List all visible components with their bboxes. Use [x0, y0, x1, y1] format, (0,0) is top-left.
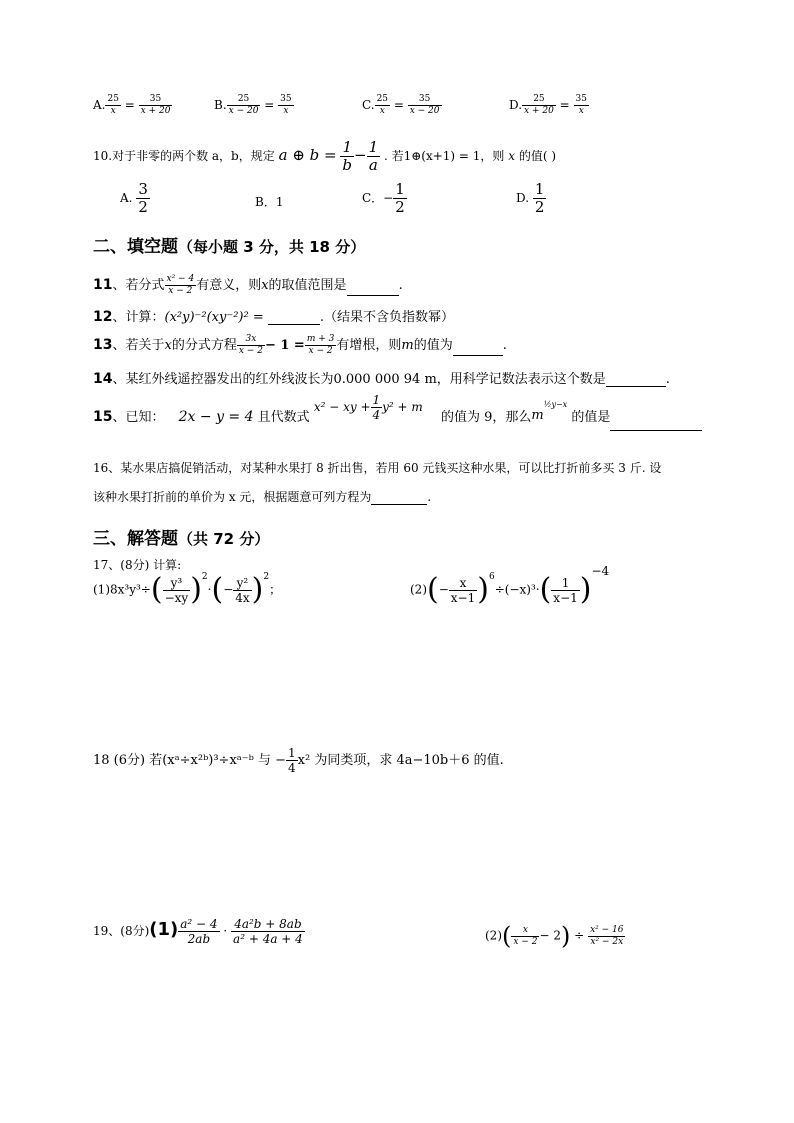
q9-option-a: A. $\frac{25}{x}$ = $\frac{35}{x + 20}$: [93, 94, 171, 116]
question-17-part-2: (2)(− $\frac{x}{x-1}$ )$^6$÷(−x)³·( $\frac{1}{x-1}$ )$^{-4}$: [410, 563, 610, 607]
q10-option-c: C．− $\frac{1}{2}$: [362, 180, 405, 216]
question-18: 18 (6分) 若(xᵃ÷x²ᵇ)³÷xᵃ⁻ᵇ 与 − $\frac{1}{4}$ x² 为同类项，求 4a−10b＋6 的值.: [93, 746, 504, 775]
q15-answer-blank[interactable]: [610, 415, 702, 431]
question-17-part-1: (1)8x³y³÷( $\frac{\text{y³}}{-xy}$ )$^2$·(− $\frac{\text{y²}}{4x}$ )$^2$；: [93, 571, 282, 607]
q10-option-d: D. $\frac{1}{2}$: [516, 180, 545, 216]
question-16-line-1: 16、某水果店搞促销活动，对某种水果打 8 折出售，若用 60 元钱买这种水果，可以比打折前多买 3 斤. 设: [93, 461, 662, 475]
question-12: 12、计算：(x²y)⁻²(xy⁻²)² = .（结果不含负指数幂）: [93, 309, 455, 325]
q12-answer-blank[interactable]: [268, 309, 320, 325]
question-13: 13、若关于x的分式方程 $\frac{3x}{x - 2}$ − 1 = $\frac{m + 3}{x - 2}$ 有增根，则m的值为 .: [93, 334, 507, 356]
question-19-part-1: 19、(8分)(1) $\frac{\text{a² − 4}}{2ab}$ · $\frac{\text{4a²b + 8ab}}{\text{a² + 4a + 4}}$: [93, 917, 303, 946]
q9-option-b: B. $\frac{25}{x - 20}$ = $\frac{35}{x}$: [214, 94, 292, 116]
question-17-head: 17、(8分) 计算:: [93, 558, 182, 572]
q13-answer-blank[interactable]: [453, 340, 503, 356]
q10-stem: 10.对于非零的两个数 a，b，规定 a ⊕ b = $\frac{1}{b}$ − $\frac{1}{a}$ . 若1⊕(x+1) = 1，则 x 的值( ): [93, 138, 557, 174]
q10-option-a: A. $\frac{3}{2}$: [120, 180, 148, 216]
question-15: 15、已知： 2x − y = 4 且代数式 x² − xy + $\frac{1}{4}$ y² + m 的值为 9，那么$m^{\frac{1}{2}y-x}$ 的值是: [93, 404, 702, 431]
q9-option-c: C. $\frac{25}{x}$ = $\frac{35}{x - 20}$: [362, 94, 440, 116]
q10-option-b: B．1: [255, 195, 284, 209]
question-19-part-2: (2)( $\frac{x}{x - 2}$ − 2) ÷ $\frac{\text{x² − 16}}{\text{x² − 2x}}$: [485, 922, 624, 950]
q16-answer-blank[interactable]: [371, 490, 427, 505]
question-11: 11、若分式 $\frac{\text{x² − 4}}{x - 2}$ 有意义，则x的取值范围是 .: [93, 274, 403, 296]
q9-option-d: D. $\frac{25}{x + 20}$ = $\frac{35}{x}$: [509, 94, 587, 116]
section-title-solutions: 三、解答题（共 72 分）: [93, 529, 270, 549]
q14-answer-blank[interactable]: [606, 371, 666, 387]
section-title-fill-in: 二、填空题（每小题 3 分，共 18 分）: [93, 237, 366, 257]
question-14: 14、某红外线遥控器发出的红外线波长为0.000 000 94 m，用科学记数法表示这个数是 .: [93, 371, 670, 387]
question-16-line-2: 该种水果打折前的单价为 x 元，根据题意可列方程为 .: [93, 490, 432, 504]
q11-answer-blank[interactable]: [347, 280, 399, 296]
